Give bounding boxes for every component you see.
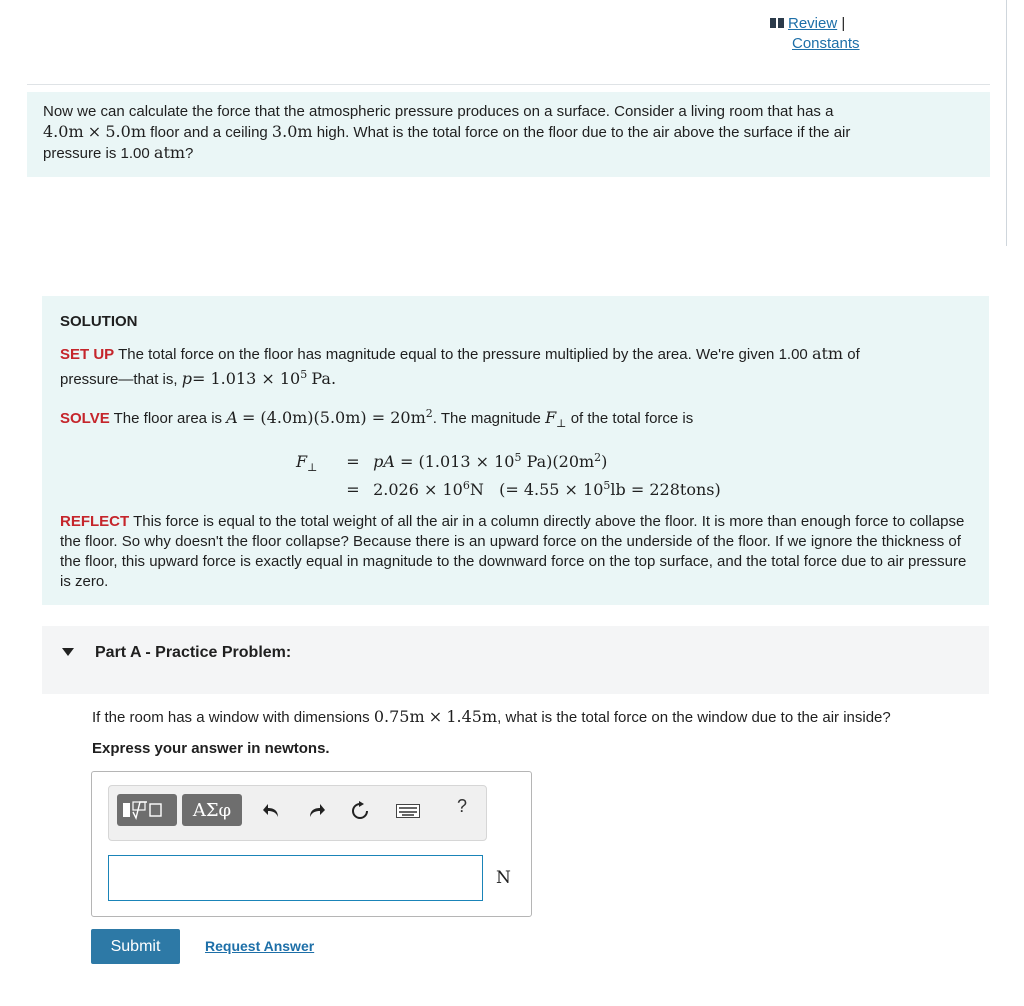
reset-icon[interactable] [349,800,371,822]
solution-panel [42,296,989,605]
link-separator: | [841,15,846,32]
solve-label: SOLVE [60,410,110,427]
solution-title: SOLUTION [60,313,138,330]
top-links [770,14,860,54]
setup-label: SET UP [60,346,115,363]
submit-button[interactable]: Submit [91,929,180,964]
redo-icon[interactable] [305,800,327,822]
answer-instruction: Express your answer in newtons. [92,740,330,757]
intro-panel: Now we can calculate the force that the atmospheric pressure produces on a surface. Consider a living room that has a 4.0m × 5.0m floor and a ceiling 3.0m high. What is the total force on the floor due to the air above the surface if the air pressure is 1.00 atm? [27,92,990,177]
part-a-header[interactable] [42,626,989,694]
part-a-title: Part A - Practice Problem: [95,644,292,661]
solve-paragraph: SOLVE The floor area is $A = (4.0m)(5.0m) = 20m^2$. The magnitude $F_\perp$ of the total force is [60,407,694,430]
keyboard-icon[interactable] [395,800,421,822]
answer-box [91,771,532,917]
templates-icon [121,799,173,821]
answer-input[interactable] [108,855,483,901]
undo-icon[interactable] [261,800,283,822]
templates-button[interactable] [117,794,177,826]
reflect-paragraph: REFLECT This force is equal to the total weight of all the air in a column directly above the floor. It is more than enough force to collapse the floor. So why doesn't the floor collapse? Because there is an upward force on the underside of the floor. If we ignore the thickness of the floor, this upward force is exactly equal in magnitude to the downward force on the top surface, and the total force due to air pressure is zero. [60,513,967,590]
request-answer-link[interactable]: Request Answer [205,938,315,954]
help-icon[interactable]: ? [457,796,468,816]
question-text: If the room has a window with dimensions 0.75m × 1.45m, what is the total force on the window due to the air inside? [92,707,891,726]
force-equation: $F_\perp$ = pA = ($1.013 \times 10^5$ $Pa)(20m^2)$ = $2.026 \times 10^6N$ (= $4.55 \times 10^5lb$ = 228tons) [296,451,721,500]
collapse-triangle-icon[interactable] [62,648,74,656]
greek-symbols-button[interactable]: ΑΣφ [182,794,242,826]
right-scroll-rule [1006,0,1007,246]
reflect-label: REFLECT [60,513,130,530]
divider [27,84,990,85]
book-icon [770,18,784,28]
review-link[interactable]: Review [788,15,838,32]
unit-label: N [496,868,511,888]
constants-link[interactable]: Constants [792,35,860,52]
setup-paragraph: SET UP The total force on the floor has magnitude equal to the pressure multiplied by the area. We're given 1.00 atm of pressure—that is, $p= 1.013 \times 10^5$ Pa. [60,344,860,388]
math-toolbar [108,785,487,841]
